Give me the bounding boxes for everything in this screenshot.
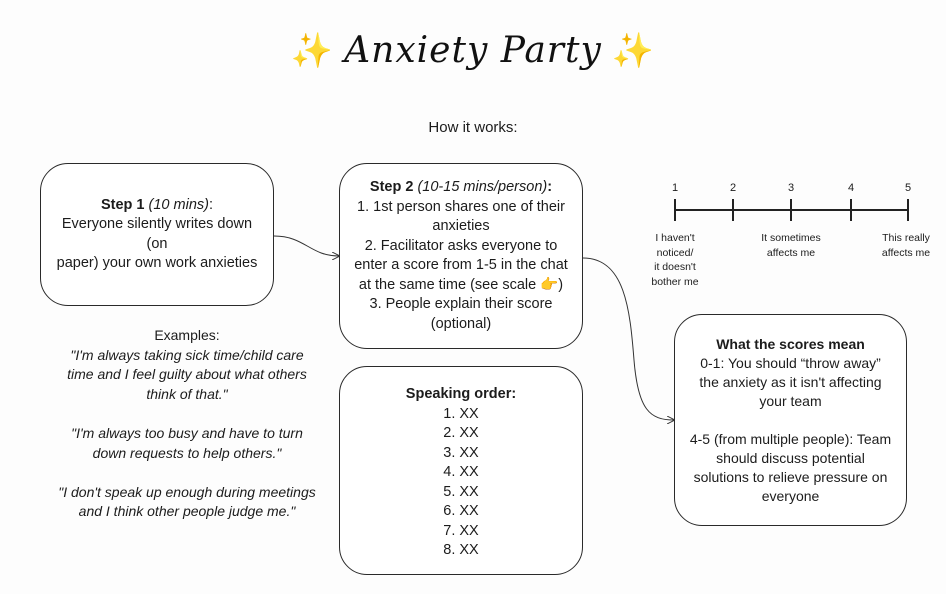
scale-number: 1 <box>671 182 679 194</box>
scale-high-label: This really affects me <box>881 232 931 259</box>
examples-heading: Examples: <box>154 327 220 343</box>
step2-line: enter a score from 1-5 in the chat <box>354 257 568 273</box>
scale-number: 3 <box>787 182 795 194</box>
sparkle-left-icon: ✨ <box>290 31 335 71</box>
step2-line: anxieties <box>432 218 490 234</box>
example-quote-line: time and I feel guilty about what others <box>67 366 307 383</box>
examples-section <box>20 326 354 522</box>
scores-heading: What the scores mean <box>716 335 865 352</box>
scale-tick <box>850 199 852 221</box>
speaking-order-item: 5. XX <box>443 483 479 500</box>
speaking-order-item: 4. XX <box>443 464 479 480</box>
scores-line: solutions to relieve pressure on <box>693 468 888 485</box>
scale-number: 2 <box>729 182 737 194</box>
step2-line: (optional) <box>430 315 492 332</box>
scale-tick <box>907 199 909 221</box>
arrow-step1-to-step2 <box>274 236 339 256</box>
speaking-order-item: 3. XX <box>443 444 479 461</box>
example-quote-line: "I'm always taking sick time/child care <box>70 346 304 363</box>
speaking-order-item: 6. XX <box>443 503 479 519</box>
step1-line: paper) your own work anxieties <box>56 255 258 271</box>
scores-line: 4-5 (from multiple people): Team <box>689 430 892 447</box>
example-quote-line: think of that." <box>146 385 228 402</box>
scale-tick <box>732 199 734 221</box>
step1-line: Everyone silently writes down (on <box>61 216 253 252</box>
scores-line: your team <box>759 392 822 409</box>
speaking-order-item: 1. XX <box>443 405 479 422</box>
step2-box <box>339 163 583 349</box>
scores-line: the anxiety as it isn't affecting <box>699 373 882 390</box>
step2-line: 3. People explain their score <box>369 296 553 312</box>
scale-mid-label: It sometimes affects me <box>761 232 821 259</box>
example-quote-line: "I'm always too busy and have to turn <box>71 424 303 441</box>
subtitle: How it works: <box>428 119 518 136</box>
example-quote-line: "I don't speak up enough during meetings <box>58 483 316 500</box>
scale-tick <box>790 199 792 221</box>
scores-meaning-box <box>674 314 907 526</box>
scale-number: 5 <box>904 182 912 194</box>
scores-line: everyone <box>761 487 820 504</box>
step1-box <box>40 163 274 306</box>
speaking-order-item: 2. XX <box>443 425 479 441</box>
step2-line: 1. 1st person shares one of their <box>357 198 565 215</box>
step2-line: at the same time (see scale 👉) <box>358 276 564 293</box>
step1-heading: Step 1 (10 mins): <box>100 196 213 213</box>
example-quote-line: and I think other people judge me." <box>78 503 296 520</box>
speaking-order-heading: Speaking order: <box>405 386 517 402</box>
step2-heading: Step 2 (10-15 mins/person): <box>369 179 553 195</box>
speaking-order-item: 7. XX <box>443 522 479 539</box>
scale-tick <box>674 199 676 221</box>
sparkle-right-icon: ✨ <box>611 31 656 71</box>
scale-number: 4 <box>847 182 855 194</box>
title-text: Anxiety Party <box>344 30 602 71</box>
scores-line: should discuss potential <box>716 449 865 466</box>
step2-line: 2. Facilitator asks everyone to <box>364 237 558 254</box>
speaking-order-box <box>339 366 583 575</box>
example-quote-line: down requests to help others." <box>92 444 282 461</box>
scale-low-label: I haven't noticed/ it doesn't bother me <box>651 232 699 288</box>
scale-line <box>675 209 909 211</box>
scores-line: 0-1: You should “throw away” <box>700 354 881 371</box>
speaking-order-item: 8. XX <box>443 542 479 558</box>
